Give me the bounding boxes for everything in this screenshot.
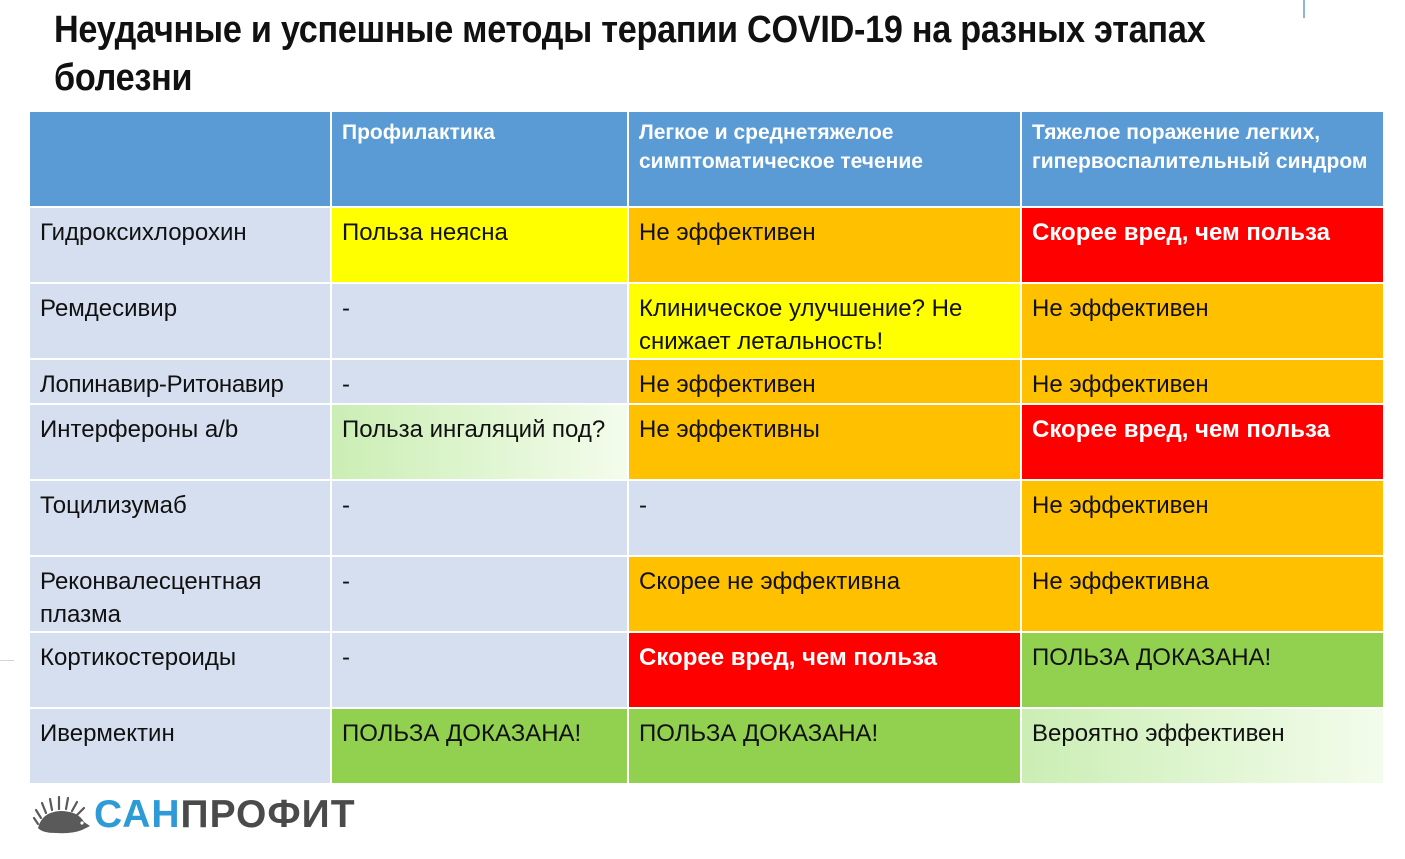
cell-mild: Скорее не эффективна	[628, 556, 1021, 632]
logo-text-part1: САН	[94, 793, 181, 836]
table-row	[29, 283, 1384, 359]
drug-name: Тоцилизумаб	[29, 480, 331, 556]
drug-name: Кортикостероиды	[29, 632, 331, 708]
cell-prophylaxis: Польза ингаляций под?	[331, 404, 628, 480]
drug-name: Лопинавир-Ритонавир	[29, 359, 331, 404]
cell-mild: Клиническое улучшение? Не снижает летальность!	[628, 283, 1021, 359]
side-tick	[0, 660, 14, 661]
cell-mild: Скорее вред, чем польза	[628, 632, 1021, 708]
cell-severe: Не эффективна	[1021, 556, 1384, 632]
drug-name: Гидроксихлорохин	[29, 207, 331, 283]
cell-mild: Не эффективен	[628, 359, 1021, 404]
header-empty	[29, 111, 331, 207]
therapy-table	[28, 110, 1385, 785]
cell-severe: Скорее вред, чем польза	[1021, 404, 1384, 480]
header-prophylaxis: Профилактика	[331, 111, 628, 207]
cell-mild: Не эффективен	[628, 207, 1021, 283]
drug-name: Ремдесивир	[29, 283, 331, 359]
table-row	[29, 480, 1384, 556]
hedgehog-icon	[32, 794, 92, 836]
cell-severe: Скорее вред, чем польза	[1021, 207, 1384, 283]
drug-name: Интерфероны a/b	[29, 404, 331, 480]
cell-severe: Вероятно эффективен	[1021, 708, 1384, 784]
drug-name: Реконвалесцентная плазма	[29, 556, 331, 632]
header-mild: Легкое и среднетяжелое симптоматическое течение	[628, 111, 1021, 207]
corner-divider	[1303, 0, 1305, 18]
cell-prophylaxis: -	[331, 480, 628, 556]
logo-text-part2: ПРОФИТ	[180, 793, 356, 836]
page-title: Неудачные и успешные методы терапии COVID-19 на разных этапах болезни	[54, 9, 1206, 99]
cell-mild: ПОЛЬЗА ДОКАЗАНА!	[628, 708, 1021, 784]
header-row	[29, 111, 1384, 207]
cell-prophylaxis: ПОЛЬЗА ДОКАЗАНА!	[331, 708, 628, 784]
table-row	[29, 708, 1384, 784]
table-row	[29, 632, 1384, 708]
table-row	[29, 359, 1384, 404]
table-row	[29, 556, 1384, 632]
cell-prophylaxis: -	[331, 556, 628, 632]
cell-prophylaxis: -	[331, 283, 628, 359]
table-row	[29, 404, 1384, 480]
cell-severe: Не эффективен	[1021, 359, 1384, 404]
cell-prophylaxis: Польза неясна	[331, 207, 628, 283]
table-row	[29, 207, 1384, 283]
cell-mild: Не эффективны	[628, 404, 1021, 480]
cell-severe: Не эффективен	[1021, 283, 1384, 359]
header-severe: Тяжелое поражение легких, гипервоспалительный синдром	[1021, 111, 1384, 207]
cell-prophylaxis: -	[331, 632, 628, 708]
cell-prophylaxis: -	[331, 359, 628, 404]
cell-severe: ПОЛЬЗА ДОКАЗАНА!	[1021, 632, 1384, 708]
cell-severe: Не эффективен	[1021, 480, 1384, 556]
drug-name: Ивермектин	[29, 708, 331, 784]
cell-mild: -	[628, 480, 1021, 556]
